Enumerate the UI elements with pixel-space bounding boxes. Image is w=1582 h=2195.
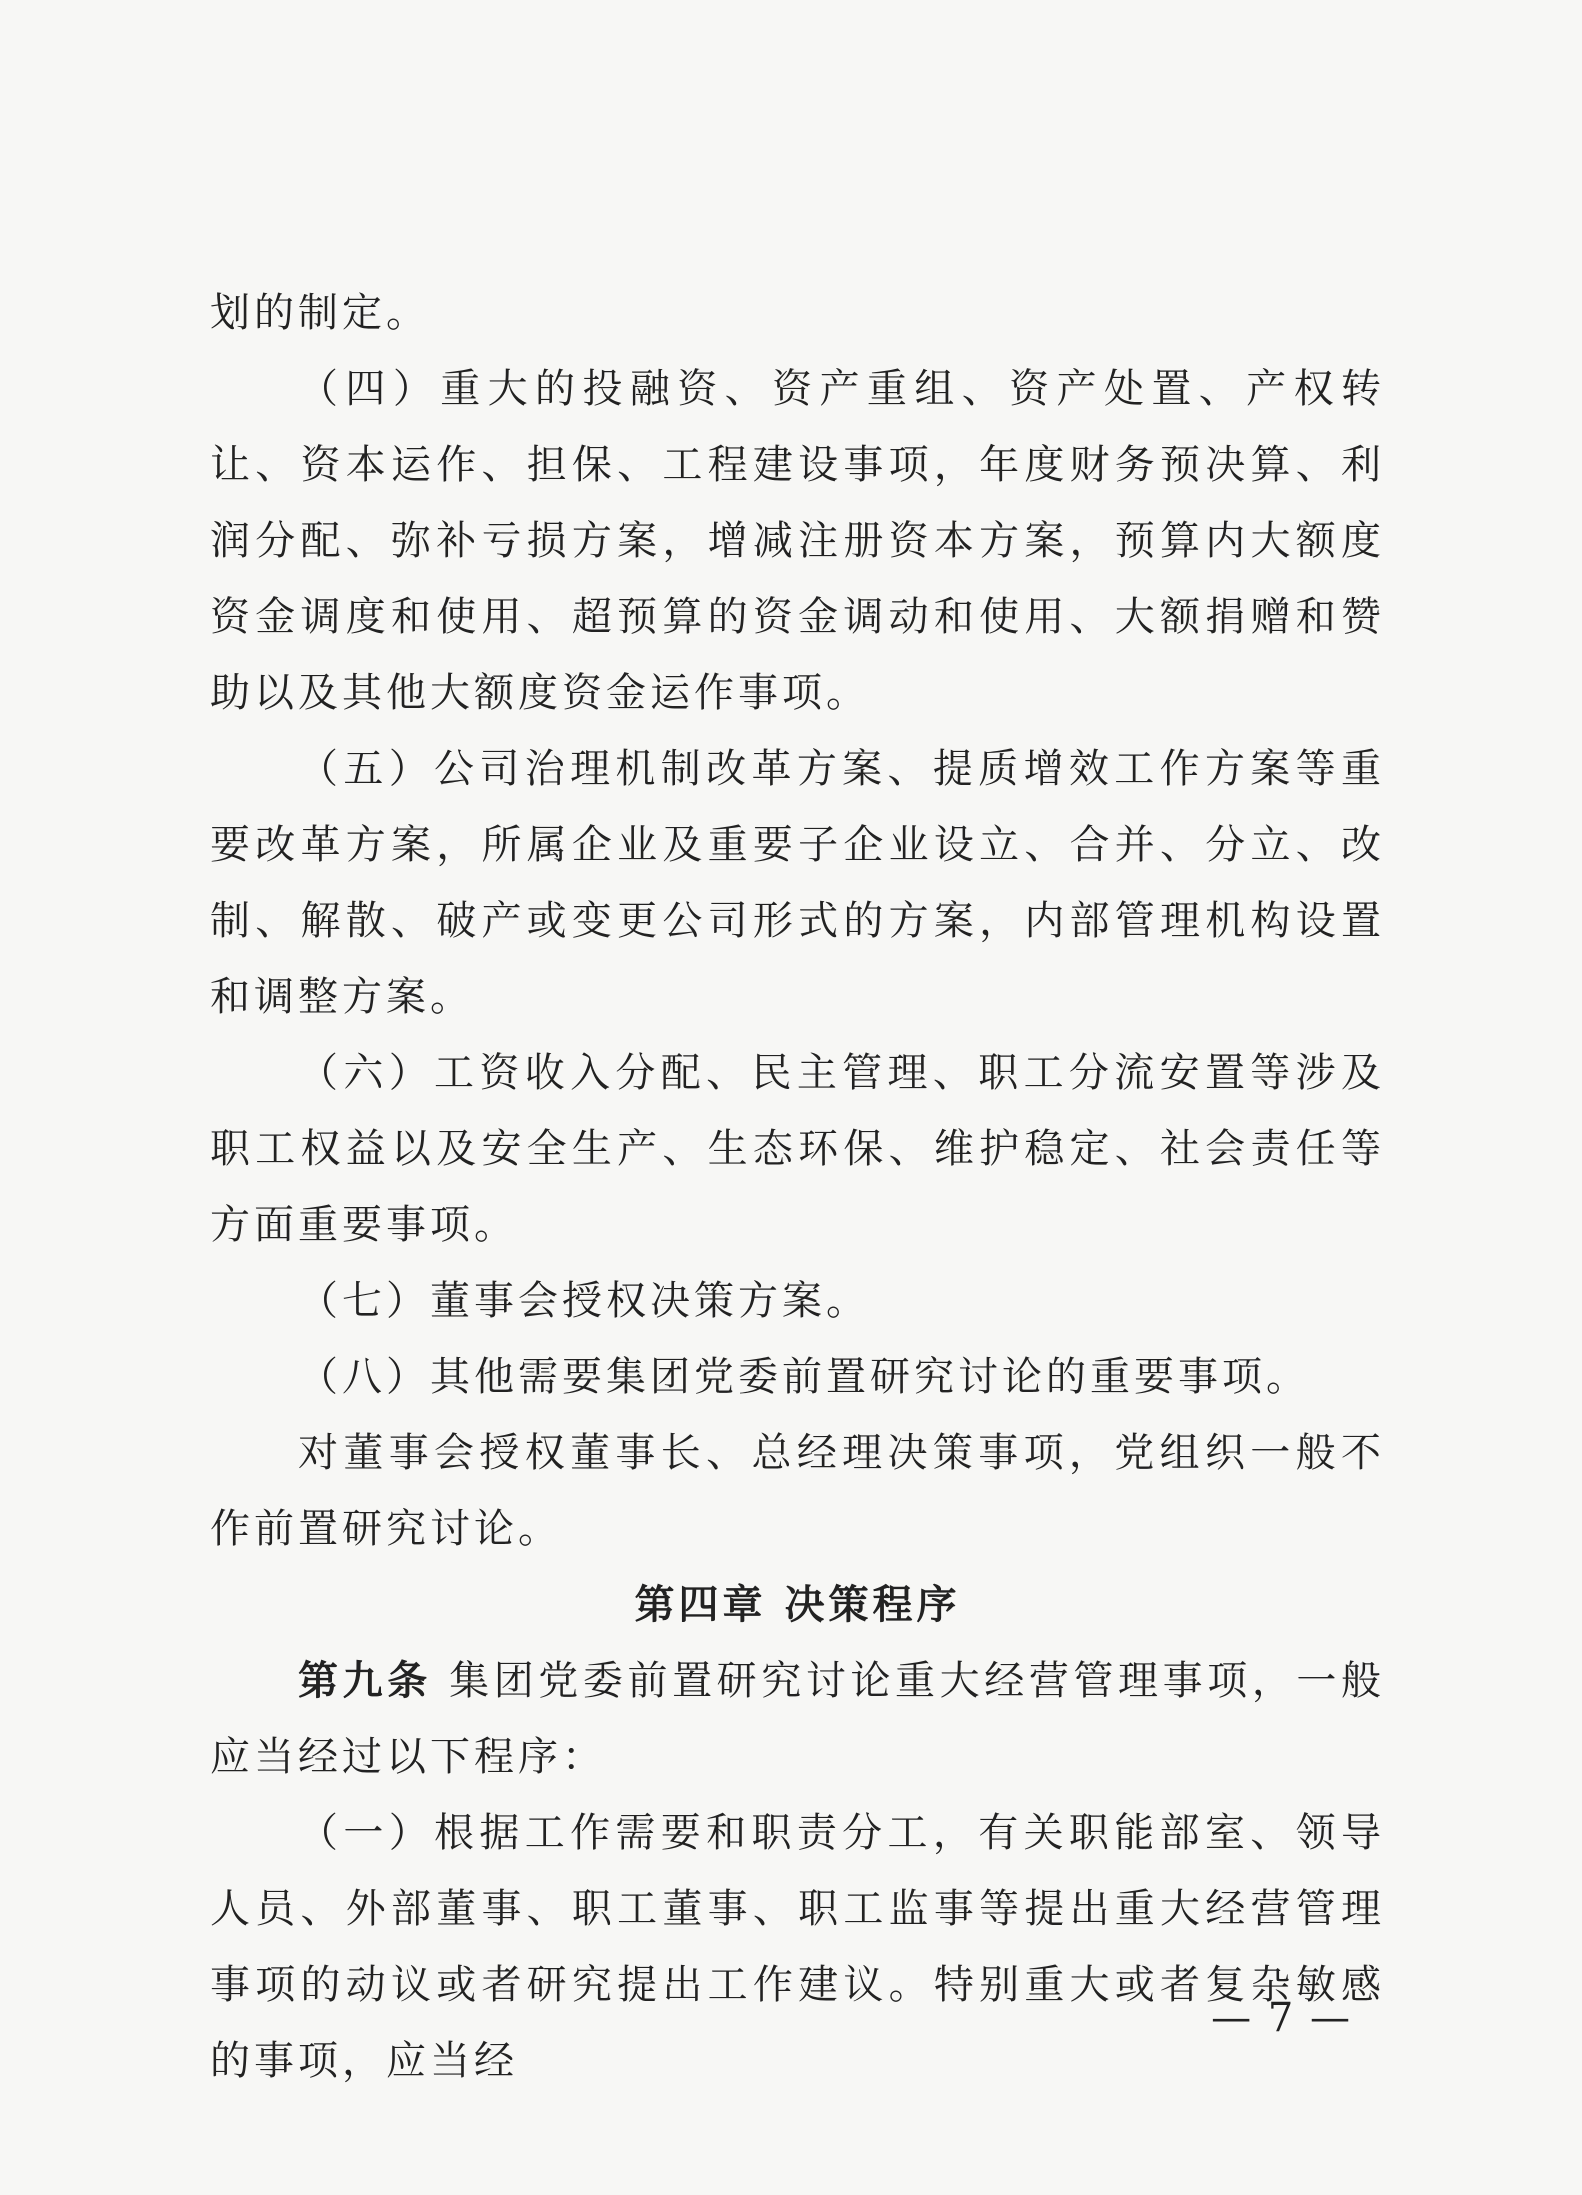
paragraph-item-5: （五）公司治理机制改革方案、提质增效工作方案等重要改革方案，所属企业及重要子企业设立、合并、分立、改制、解散、破产或变更公司形式的方案，内部管理机构设置和调整方案。 xyxy=(210,746,1385,1020)
article-9 xyxy=(210,1643,1385,1795)
article-9-item-1: （一）根据工作需要和职责分工，有关职能部室、领导人员、外部董事、职工董事、职工监事等提出重大经营管理事项的动议或者研究提出工作建议。特别重大或者复杂敏感的事项，应当经 xyxy=(210,1810,1385,2084)
body-text xyxy=(210,275,1385,2099)
paragraph-item-6: （六）工资收入分配、民主管理、职工分流安置等涉及职工权益以及安全生产、生态环保、维护稳定、社会责任等方面重要事项。 xyxy=(210,1050,1385,1248)
article-9-label: 第九条 xyxy=(298,1658,432,1704)
paragraph-item-4: （四）重大的投融资、资产重组、资产处置、产权转让、资本运作、担保、工程建设事项，年度财务预决算、利润分配、弥补亏损方案，增减注册资本方案，预算内大额度资金调度和使用、超预算的资金调动和使用、大额捐赠和赞助以及其他大额度资金运作事项。 xyxy=(210,366,1385,716)
paragraph-plan-continuation: 划的制定。 xyxy=(210,290,430,336)
chapter-title: 第四章 决策程序 xyxy=(634,1582,961,1628)
paragraph-item-7: （七）董事会授权决策方案。 xyxy=(298,1278,870,1324)
paragraph-item-8: （八）其他需要集团党委前置研究讨论的重要事项。 xyxy=(298,1354,1310,1400)
article-9-text: 集团党委前置研究讨论重大经营管理事项，一般应当经过以下程序： xyxy=(210,1658,1386,1780)
page-number: — 7 — xyxy=(1211,1995,1352,2041)
paragraph-authorization-note: 对董事会授权董事长、总经理决策事项，党组织一般不作前置研究讨论。 xyxy=(210,1430,1385,1552)
